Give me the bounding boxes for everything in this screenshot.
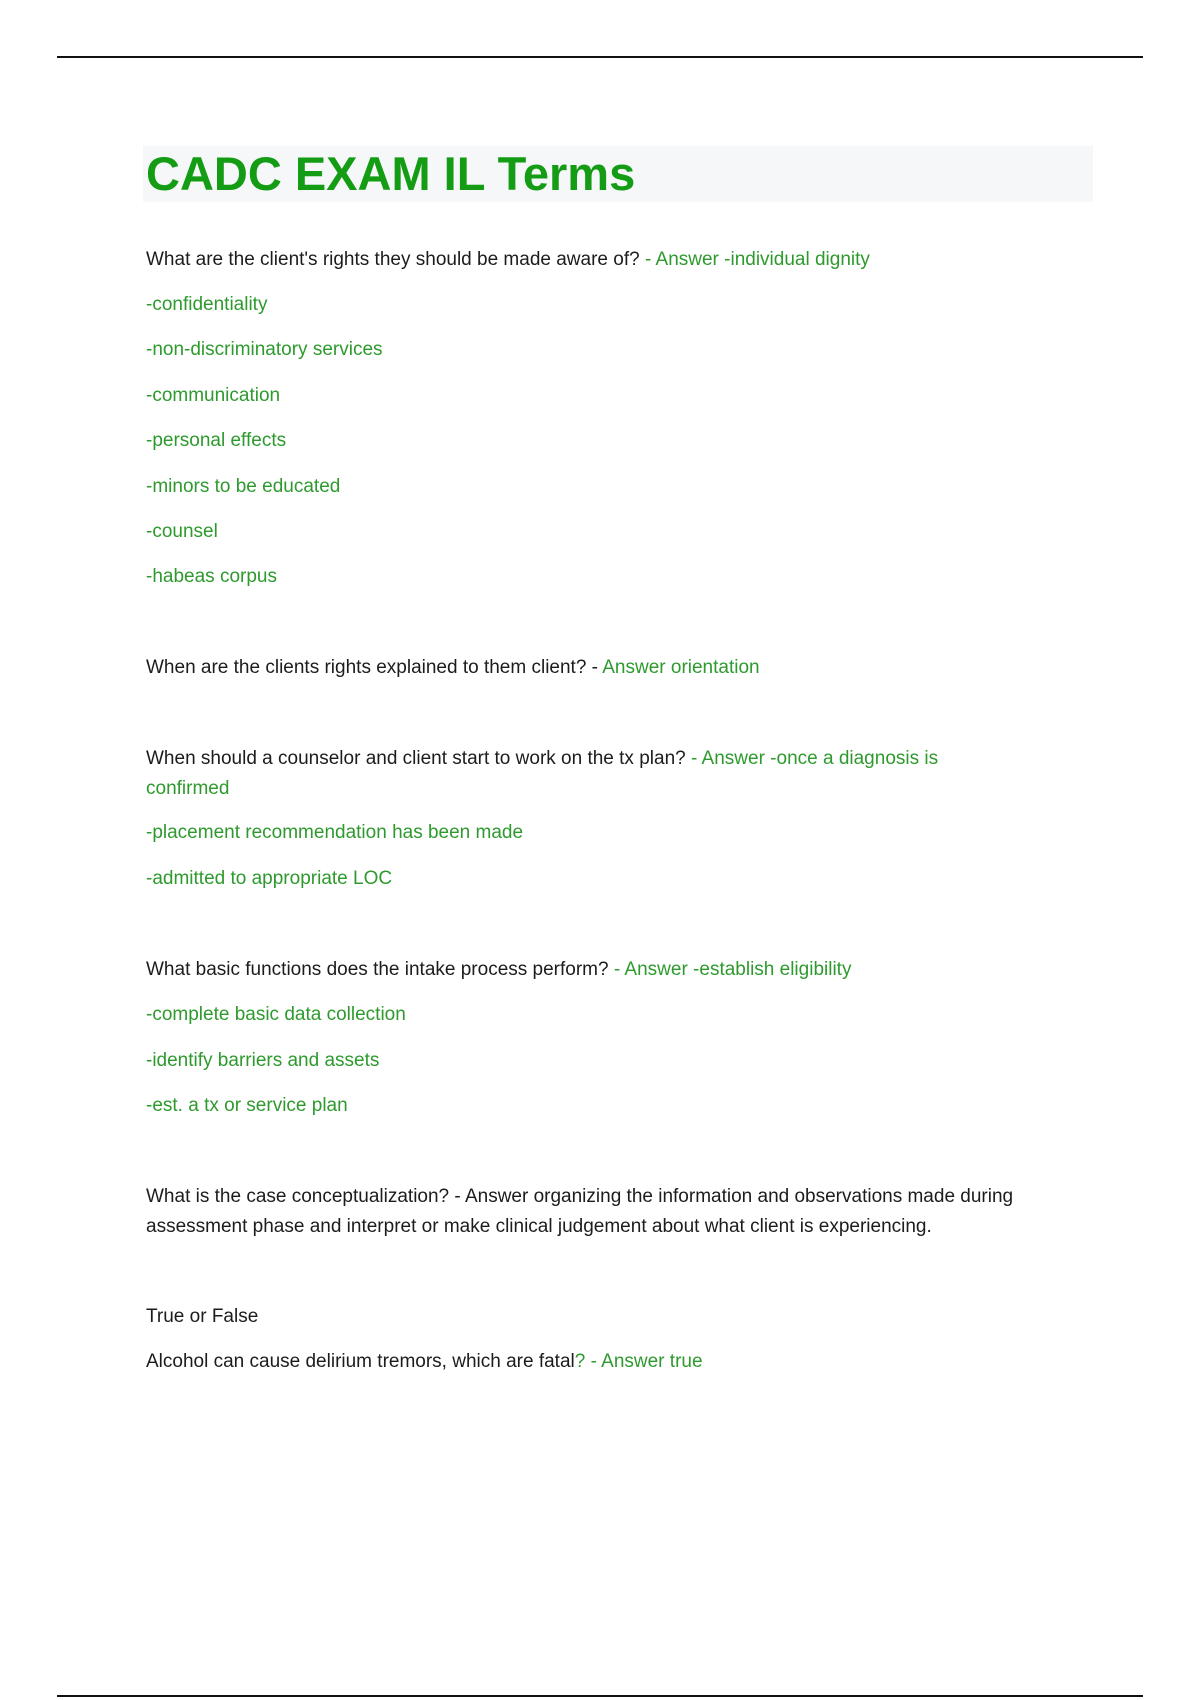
answer-4: - Answer -establish eligibility bbox=[608, 959, 852, 980]
question-4: What basic functions does the intake process perform? bbox=[146, 959, 609, 980]
answer-3-line-1: -placement recommendation has been made bbox=[146, 822, 524, 843]
header-rule bbox=[57, 56, 1143, 58]
answer-1-line-2: -non-discriminatory services bbox=[146, 339, 383, 360]
answer-4-line-2: -identify barriers and assets bbox=[146, 1050, 380, 1071]
answer-1-line-1: -confidentiality bbox=[146, 294, 268, 315]
qa-item-4 bbox=[146, 955, 851, 985]
question-6: Alcohol can cause delirium tremors, which are fatal bbox=[146, 1351, 575, 1372]
answer-1-line-6: -counsel bbox=[146, 521, 218, 542]
question-2: When are the clients rights explained to them client? - bbox=[146, 657, 599, 678]
question-6-line-1: True or False bbox=[146, 1306, 259, 1327]
answer-2: Answer orientation bbox=[598, 657, 760, 678]
footer-rule bbox=[57, 1695, 1143, 1697]
qa-item-2 bbox=[146, 653, 760, 683]
page-title: CADC EXAM IL Terms bbox=[146, 147, 636, 200]
answer-1-line-4: -personal effects bbox=[146, 430, 287, 451]
answer-1-line-5: -minors to be educated bbox=[146, 476, 341, 497]
answer-3-wrap: confirmed bbox=[146, 778, 230, 799]
answer-3: - Answer -once a diagnosis is bbox=[685, 748, 939, 769]
qa-item-1 bbox=[146, 245, 870, 275]
answer-1-line-3: -communication bbox=[146, 385, 281, 406]
answer-4-line-3: -est. a tx or service plan bbox=[146, 1095, 348, 1116]
answer-1-line-7: -habeas corpus bbox=[146, 566, 277, 587]
qa-item-6 bbox=[146, 1347, 703, 1377]
question-1: What are the client's rights they should be made aware of? bbox=[146, 249, 640, 270]
answer-6: ? - Answer true bbox=[574, 1351, 703, 1372]
answer-3-line-2: -admitted to appropriate LOC bbox=[146, 868, 393, 889]
qa-item-5: What is the case conceptualization? - Answer organizing the information and observations made during assessment phase and interpret or make clinical judgement about what client is experiencing. bbox=[146, 1186, 1014, 1237]
answer-1: - Answer -individual dignity bbox=[639, 249, 870, 270]
qa-item-3 bbox=[146, 744, 938, 774]
answer-4-line-1: -complete basic data collection bbox=[146, 1004, 406, 1025]
question-3: When should a counselor and client start to work on the tx plan? bbox=[146, 748, 686, 769]
